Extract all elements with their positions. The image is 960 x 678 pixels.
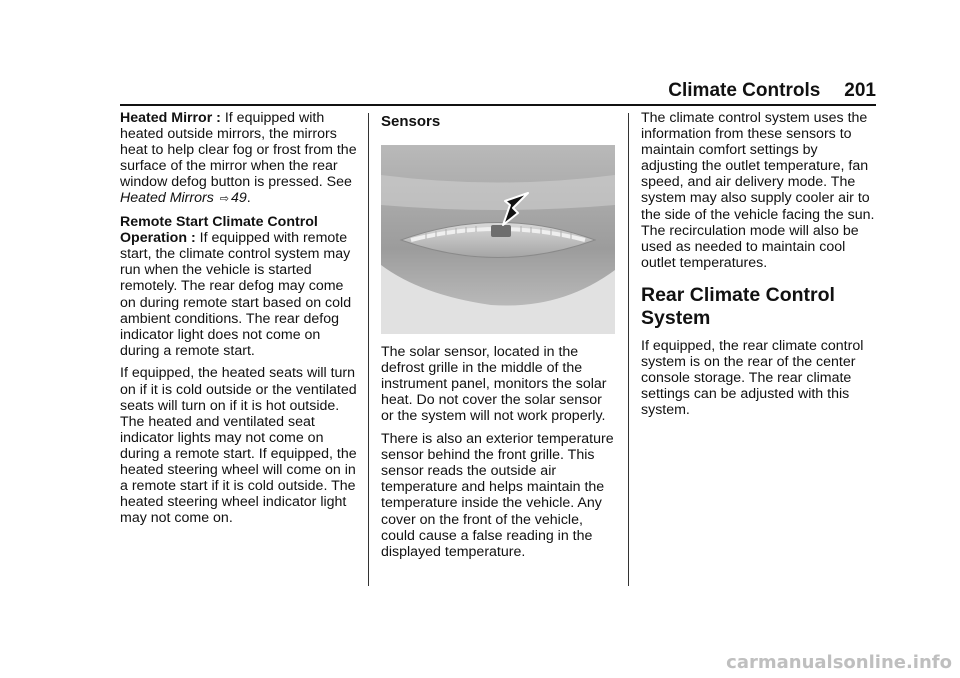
heated-mirror-paragraph — [120, 110, 358, 208]
heated-mirrors-page-ref[interactable]: 49 — [231, 190, 247, 207]
page-number: 201 — [844, 80, 876, 101]
column-2 — [381, 110, 615, 566]
header-rule — [120, 104, 876, 106]
page-header — [640, 80, 876, 102]
column-3 — [641, 110, 877, 425]
heated-mirror-label: Heated Mirror : — [120, 110, 221, 126]
column-1 — [120, 110, 358, 533]
solar-sensor-photo — [381, 145, 615, 334]
column-divider-1 — [368, 113, 369, 586]
section-title: Climate Controls — [668, 80, 821, 101]
heated-mirror-text: If equipped with heated outside mirrors, the mirrors heat to help clear fog or frost from the surface of the mirror when the rear window defog button is pressed. See — [120, 110, 357, 191]
remote-start-text: If equipped with remote start, the climate control system may run when the vehicle is started remotely. The rear defog may come on during remote start based on cold ambient conditions. The rear defog indicator light does not come on during a remote start. — [120, 230, 352, 359]
watermark: carmanualsonline.info — [726, 652, 952, 673]
solar-sensor-paragraph: The solar sensor, located in the defrost grille in the middle of the instrument panel, monitors the solar heat. Do not cover the solar sensor or the system will not work properly. — [381, 344, 607, 425]
remote-start-label: Remote Start Climate Control Operation : — [120, 214, 318, 247]
sensor-info-paragraph: The climate control system uses the information from these sensors to maintain comfort settings by adjusting the outlet temperature, fan speed, and air delivery mode. The system may also supply cooler air to the side of the vehicle facing the sun. The recirculation mode will also be used as needed to maintain cool outlet temperatures. — [641, 110, 875, 271]
column-divider-2 — [628, 113, 629, 586]
heated-seats-paragraph: If equipped, the heated seats will turn on if it is cold outside or the ventilated seats will turn on if it is hot outside. The heated and ventilated seat indicator lights may not come on during a remote start. If equipped, the heated steering wheel will come on in a remote start if it is cold outside. The heated steering wheel indicator light may not come on. — [120, 365, 357, 527]
rear-climate-paragraph: If equipped, the rear climate control system is on the rear of the center console storage. The rear climate settings can be adjusted with this system. — [641, 337, 864, 419]
sentence-end: . — [246, 190, 251, 207]
exterior-sensor-paragraph: There is also an exterior temperature sensor behind the front grille. This sensor reads the outside air temperature and helps maintain the temperature inside the vehicle. Any cover on the front of the vehicle, could cause a false reading in the displayed temperature. — [381, 431, 614, 560]
sensors-heading: Sensors — [381, 113, 441, 130]
heated-mirrors-link[interactable]: Heated Mirrors — [120, 190, 214, 207]
page-reference-icon: ⇨ — [219, 193, 229, 206]
rear-climate-heading: Rear Climate Control System — [641, 283, 835, 329]
remote-start-paragraph — [120, 214, 358, 359]
